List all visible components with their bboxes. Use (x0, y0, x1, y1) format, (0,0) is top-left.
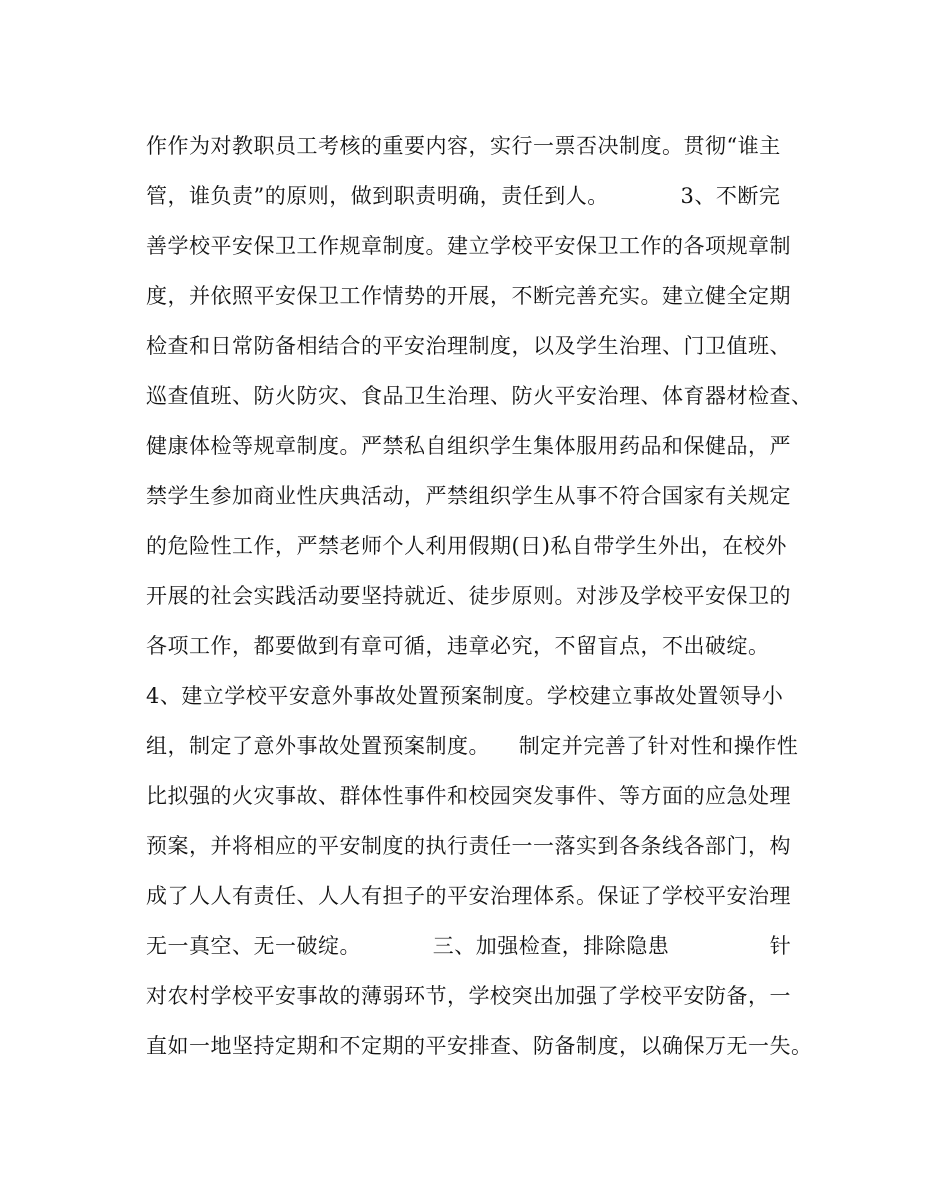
text-line: 作作为对教职员工考核的重要内容，实行一票否决制度。贯彻“谁主 (146, 134, 781, 158)
text-line: 无一真空、无一破绽。 三、加强检查，排除隐患 针 (146, 934, 792, 958)
text-line: 禁学生参加商业性庆典活动，严禁组织学生从事不符合国家有关规定 (146, 484, 791, 508)
text-line: 的危险性工作，严禁老师个人利用假期(日)私自带学生外出，在校外 (146, 534, 787, 558)
text-line: 善学校平安保卫工作规章制度。建立学校平安保卫工作的各项规章制 (146, 234, 791, 258)
text-line: 预案，并将相应的平安制度的执行责任一一落实到各条线各部门，构 (146, 834, 791, 858)
text-line: 开展的社会实践活动要坚持就近、徒步原则。对涉及学校平安保卫的 (146, 584, 791, 608)
text-line: 各项工作，都要做到有章可循，违章必究，不留盲点，不出破绽。 (146, 634, 770, 658)
text-line: 4、建立学校平安意外事故处置预案制度。学校建立事故处置领导小 (146, 684, 784, 708)
text-line: 健康体检等规章制度。严禁私自组织学生集体服用药品和保健品，严 (146, 434, 791, 458)
text-line: 直如一地坚持定期和不定期的平安排查、防备制度，以确保万无一失。 (146, 1034, 813, 1058)
text-line: 巡查值班、防火防灾、食品卫生治理、防火平安治理、体育器材检查、 (146, 384, 813, 408)
text-line: 检查和日常防备相结合的平安治理制度，以及学生治理、门卫值班、 (146, 334, 791, 358)
text-line: 比拟强的火灾事故、群体性事件和校园突发事件、等方面的应急处理 (146, 784, 791, 808)
text-line: 对农村学校平安事故的薄弱环节，学校突出加强了学校平安防备，一 (146, 984, 791, 1008)
text-line: 管，谁负责”的原则，做到职责明确，责任到人。 3、不断完 (146, 184, 781, 208)
text-line: 组，制定了意外事故处置预案制度。 制定并完善了针对性和操作性 (146, 734, 799, 758)
text-line: 成了人人有责任、人人有担子的平安治理体系。保证了学校平安治理 (146, 884, 791, 908)
text-line: 度，并依照平安保卫工作情势的开展，不断完善充实。建立健全定期 (146, 284, 791, 308)
